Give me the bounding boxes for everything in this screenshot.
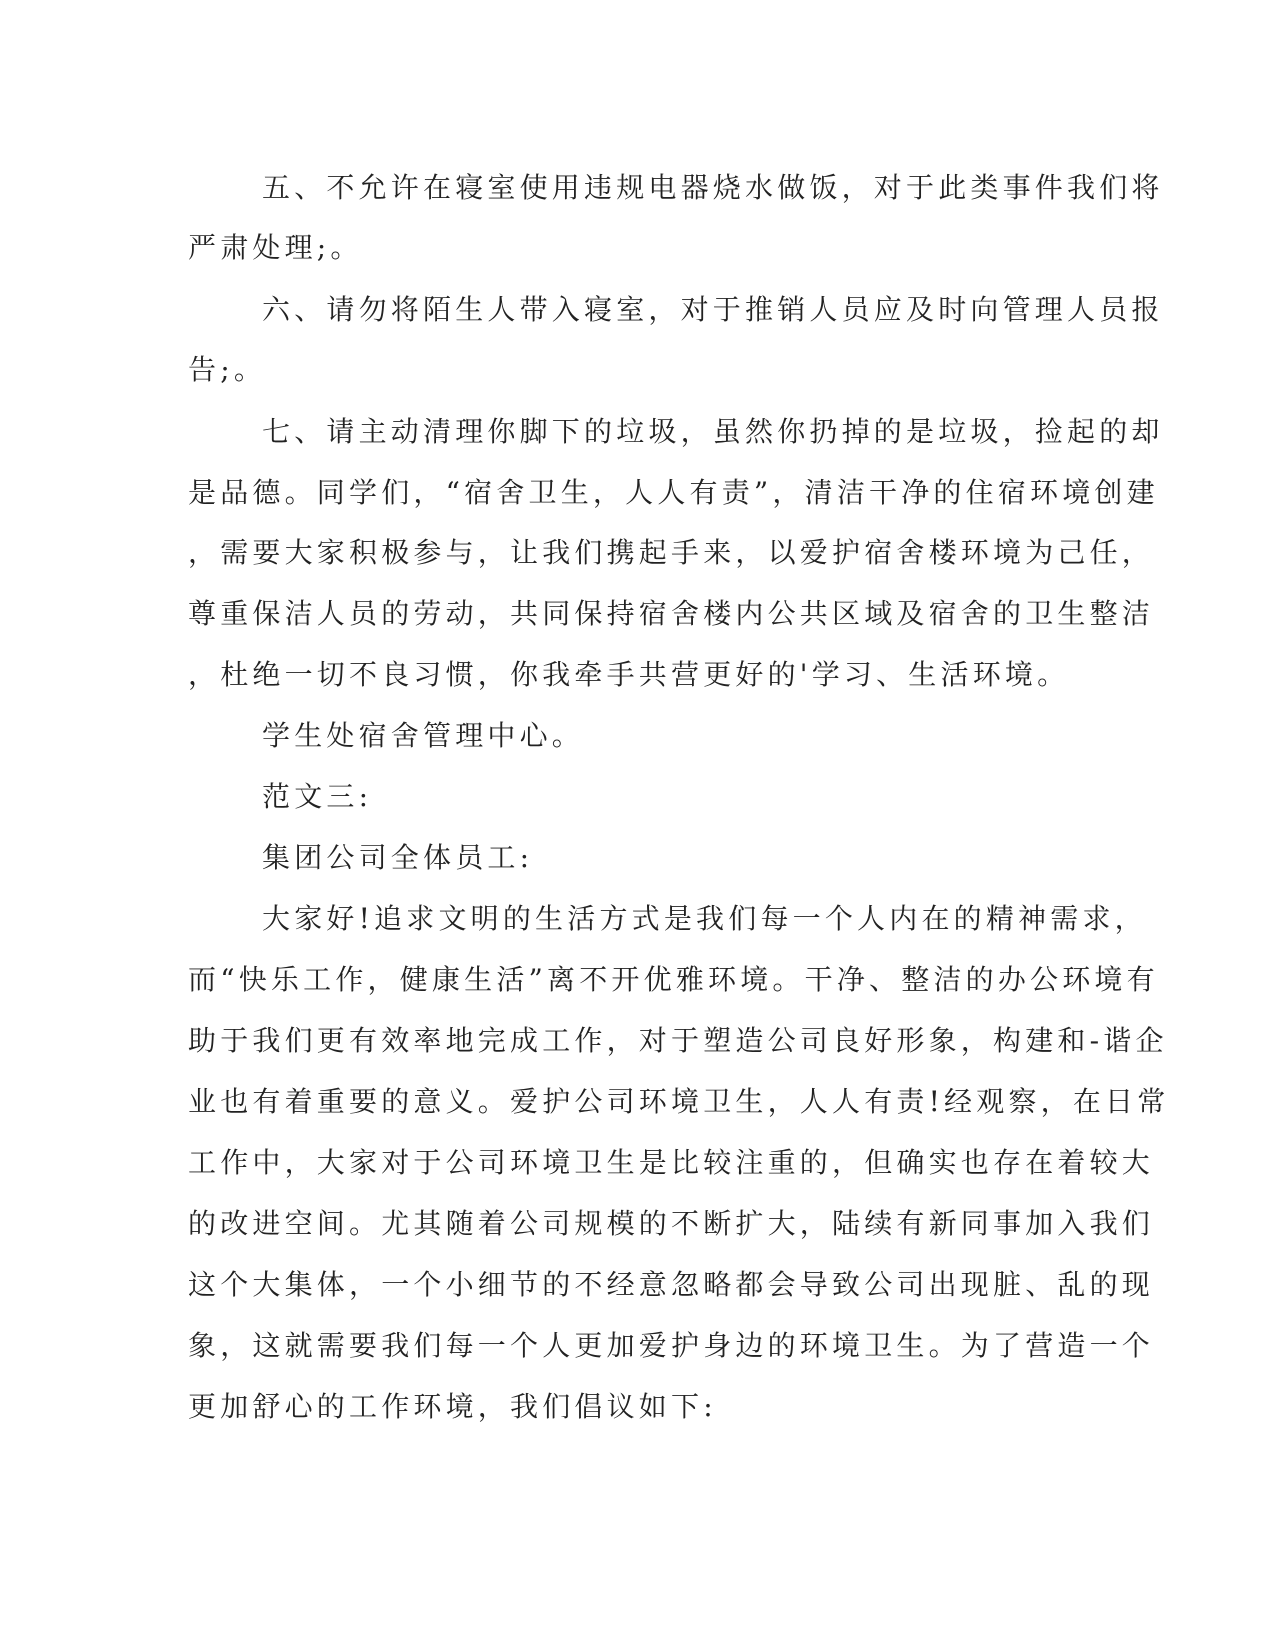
paragraph-line: 象，这就需要我们每一个人更加爱护身边的环境卫生。为了营造一个 [188,1329,1155,1362]
paragraph-line: 大家好!追求文明的生活方式是我们每一个人内在的精神需求， [262,902,1147,935]
paragraph-line: 严肃处理;。 [188,231,363,264]
paragraph-line: 五、不允许在寝室使用违规电器烧水做饭，对于此类事件我们将 [262,171,1164,204]
paragraph-line: 告;。 [188,353,267,386]
paragraph-line: ，杜绝一切不良习惯，你我牵手共营更好的'学习、生活环境。 [188,658,1070,691]
paragraph-line: 尊重保洁人员的劳动，共同保持宿舍楼内公共区域及宿舍的卫生整洁 [188,597,1155,630]
paragraph-line: 的改进空间。尤其随着公司规模的不断扩大，陆续有新同事加入我们 [188,1207,1155,1240]
paragraph-line: 更加舒心的工作环境，我们倡议如下: [188,1390,717,1423]
signature-line: 学生处宿舍管理中心。 [262,719,585,752]
section-heading: 范文三: [262,780,373,813]
paragraph-line: 是品德。同学们，“宿舍卫生，人人有责”，清洁干净的住宿环境创建 [188,476,1159,509]
paragraph-line: 六、请勿将陌生人带入寝室，对于推销人员应及时向管理人员报 [262,293,1164,326]
salutation: 集团公司全体员工: [262,841,534,874]
paragraph-line: 工作中，大家对于公司环境卫生是比较注重的，但确实也存在着较大 [188,1146,1155,1179]
paragraph-line: 业也有着重要的意义。爱护公司环境卫生，人人有责!经观察，在日常 [188,1085,1170,1118]
paragraph-line: 这个大集体，一个小细节的不经意忽略都会导致公司出现脏、乱的现 [188,1268,1155,1301]
paragraph-line: 七、请主动清理你脚下的垃圾，虽然你扔掉的是垃圾，捡起的却 [262,415,1164,448]
paragraph-line: ，需要大家积极参与，让我们携起手来，以爱护宿舍楼环境为己任， [188,536,1155,569]
paragraph-line: 助于我们更有效率地完成工作，对于塑造公司良好形象，构建和-谐企 [188,1024,1168,1057]
paragraph-line: 而“快乐工作，健康生活”离不开优雅环境。干净、整洁的办公环境有 [188,963,1159,996]
